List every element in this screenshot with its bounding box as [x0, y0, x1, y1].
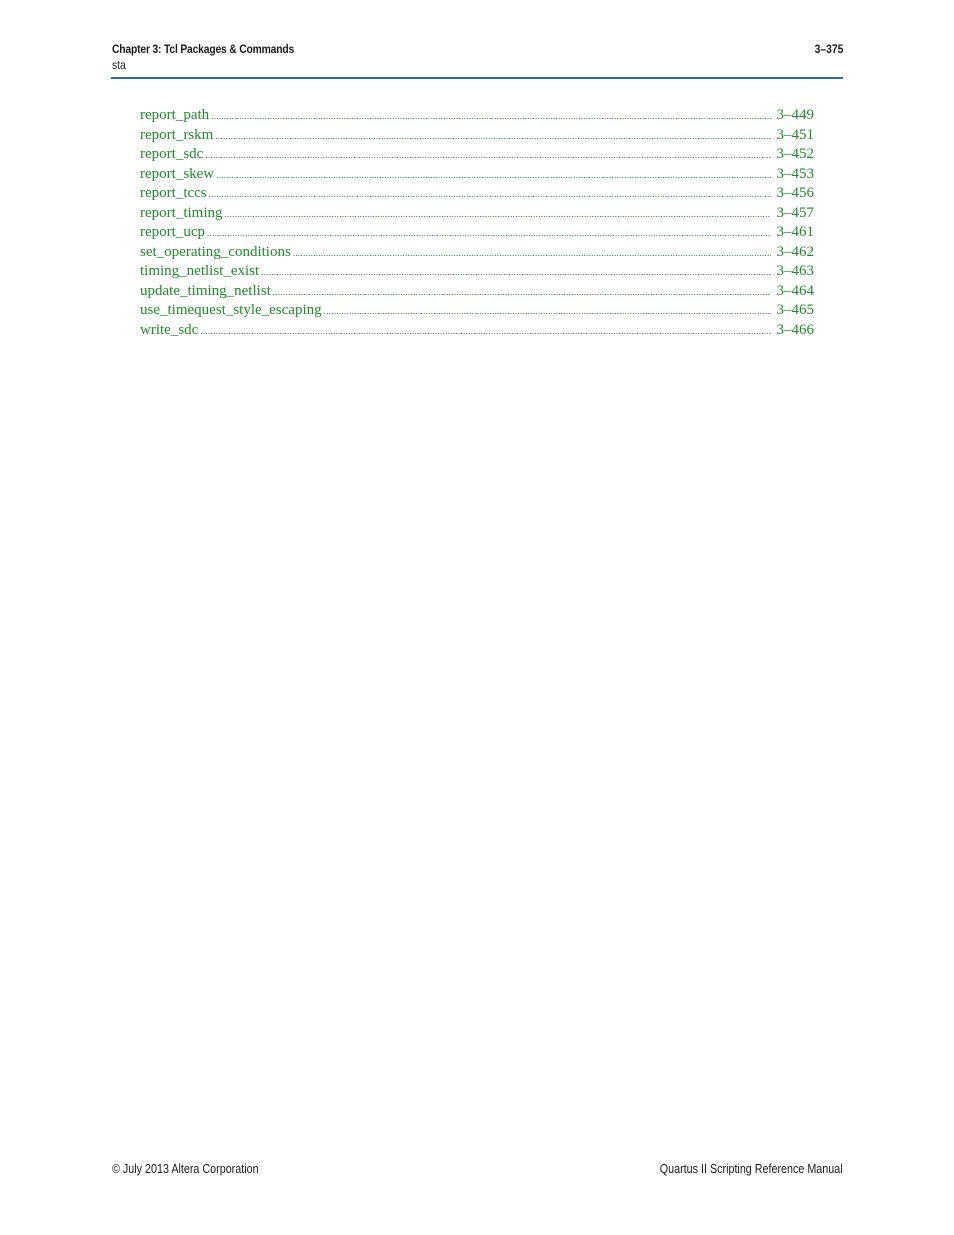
header-rule [111, 77, 843, 79]
toc-entry-page[interactable]: 3–461 [776, 224, 814, 240]
toc-entry-page[interactable]: 3–456 [776, 185, 814, 201]
page-number: 3–375 [814, 42, 843, 56]
toc-entry-page[interactable]: 3–465 [776, 302, 814, 318]
toc-entry-label[interactable]: update_timing_netlist [140, 282, 271, 299]
toc-entry-write-sdc[interactable] [140, 322, 814, 342]
manual-title: Quartus II Scripting Reference Manual [660, 1162, 843, 1176]
toc-entry-label[interactable]: report_path [140, 107, 210, 123]
page-footer [112, 1162, 843, 1178]
dot-leader [293, 248, 771, 258]
dot-leader [324, 306, 771, 316]
toc-entry-page[interactable]: 3–452 [776, 146, 814, 162]
dot-leader [261, 267, 770, 277]
dot-leader [200, 326, 770, 336]
toc-entry-report-tccs[interactable] [140, 185, 814, 205]
toc-entry-report-skew[interactable] [140, 166, 814, 186]
chapter-title: Chapter 3: Tcl Packages & Commands [112, 42, 295, 56]
toc-entry-page[interactable]: 3–466 [776, 321, 814, 338]
toc-entry-report-ucp[interactable] [140, 224, 814, 244]
dot-leader [215, 131, 770, 141]
toc-entry-use-timequest-style-escaping[interactable] [140, 302, 814, 322]
toc-entry-label[interactable]: report_sdc [140, 146, 204, 162]
dot-leader [205, 150, 770, 160]
toc-entry-label[interactable]: use_timequest_style_escaping [140, 302, 322, 318]
copyright-notice: © July 2013 Altera Corporation [112, 1162, 259, 1176]
dot-leader [209, 189, 771, 199]
dot-leader [273, 287, 771, 297]
toc-entry-label[interactable]: report_skew [140, 165, 215, 182]
toc-entry-report-sdc[interactable] [140, 146, 814, 166]
toc-entry-update-timing-netlist[interactable] [140, 283, 814, 303]
page-header [112, 42, 843, 78]
dot-leader [216, 170, 770, 180]
dot-leader [225, 209, 771, 219]
toc-entry-page[interactable]: 3–451 [776, 126, 814, 143]
toc-entry-set-operating-conditions[interactable] [140, 244, 814, 264]
toc-entry-label[interactable]: set_operating_conditions [140, 243, 291, 260]
toc-entry-label[interactable]: report_ucp [140, 224, 205, 240]
toc-entry-label[interactable]: report_rskm [140, 126, 214, 143]
section-name: sta [112, 58, 126, 72]
toc-entry-report-path[interactable] [140, 107, 814, 127]
toc-entry-label[interactable]: report_timing [140, 204, 223, 221]
toc-entry-label[interactable]: write_sdc [140, 321, 199, 338]
toc-entry-page[interactable]: 3–462 [776, 243, 814, 260]
toc-entry-label[interactable]: report_tccs [140, 185, 207, 201]
dot-leader [211, 111, 770, 121]
toc-entry-timing-netlist-exist[interactable] [140, 263, 814, 283]
toc-entry-page[interactable]: 3–463 [776, 263, 814, 279]
toc-entry-report-timing[interactable] [140, 205, 814, 225]
toc-entry-page[interactable]: 3–449 [776, 107, 814, 123]
toc-list [140, 107, 814, 341]
toc-entry-page[interactable]: 3–453 [776, 165, 814, 182]
toc-entry-page[interactable]: 3–457 [776, 204, 814, 221]
toc-entry-report-rskm[interactable] [140, 127, 814, 147]
toc-entry-page[interactable]: 3–464 [776, 282, 814, 299]
toc-entry-label[interactable]: timing_netlist_exist [140, 263, 260, 279]
dot-leader [207, 228, 771, 238]
